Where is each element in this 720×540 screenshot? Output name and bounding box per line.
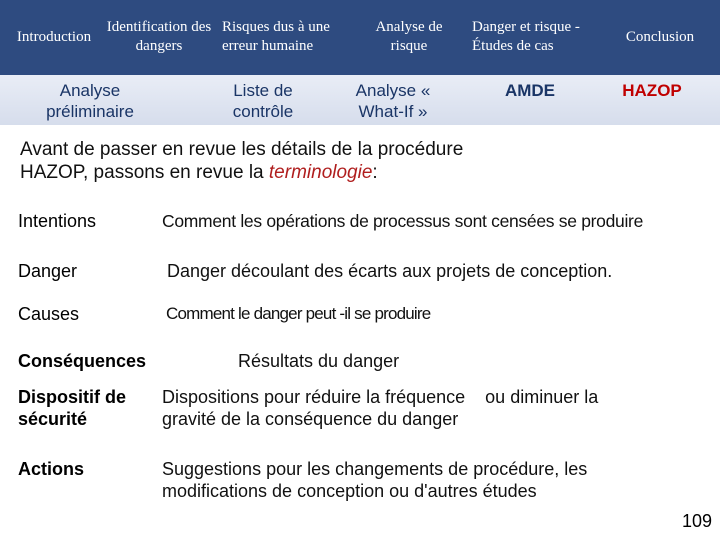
intro-line-2-suffix: : <box>372 162 378 183</box>
subtab-analyse-preliminaire[interactable]: Analyse préliminaire <box>46 81 134 121</box>
term-desc-actions: Suggestions pour les changements de procédure, les modifications de conception ou d'autres études <box>162 459 588 501</box>
tab-conclusion[interactable]: Conclusion <box>625 29 695 45</box>
term-label-causes: Causes <box>18 304 80 324</box>
term-desc-dispositif-de-securite: Dispositions pour réduire la fréquence ou diminuer la gravité de la conséquence du danger <box>162 387 604 429</box>
tab-identification-des-dangers[interactable]: Identification des dangers <box>106 19 212 54</box>
sub-navigation-bar <box>0 75 720 125</box>
top-navigation-bar <box>0 0 720 75</box>
term-label-intentions: Intentions <box>18 211 97 231</box>
term-label-dispositif-de-securite: Dispositif de sécurité <box>18 387 127 429</box>
term-desc-causes: Comment le danger peut -il se produire <box>166 304 431 323</box>
tab-analyse-de-risque[interactable]: Analyse de risque <box>375 19 443 54</box>
term-desc-danger: Danger découlant des écarts aux projets de conception. <box>167 261 613 281</box>
intro-line-2 <box>20 161 660 184</box>
intro-paragraph <box>20 138 660 184</box>
subtab-analyse-what-if[interactable]: Analyse « What-If » <box>355 81 431 121</box>
subtab-liste-de-controle[interactable]: Liste de contrôle <box>232 81 294 121</box>
page-number: 109 <box>681 511 712 531</box>
term-desc-intentions: Comment les opérations de processus sont censées se produire <box>162 211 644 231</box>
tab-risques-erreur-humaine[interactable]: Risques dus à une erreur humaine <box>222 19 330 54</box>
term-label-actions: Actions <box>18 459 85 479</box>
term-label-danger: Danger <box>18 261 78 281</box>
terminology-term: terminologie <box>268 162 373 183</box>
term-label-consequences: Conséquences <box>18 351 147 371</box>
subtab-amde[interactable]: AMDE <box>504 81 556 100</box>
tab-danger-et-risque-etudes-de-cas[interactable]: Danger et risque - Études de cas <box>472 19 580 54</box>
term-desc-consequences: Résultats du danger <box>238 351 400 371</box>
intro-line-2-prefix: HAZOP, passons en revue la <box>20 162 269 183</box>
tab-introduction[interactable]: Introduction <box>16 29 92 45</box>
intro-line-1: Avant de passer en revue les détails de la procédure <box>20 139 464 160</box>
subtab-hazop[interactable]: HAZOP <box>622 81 682 100</box>
